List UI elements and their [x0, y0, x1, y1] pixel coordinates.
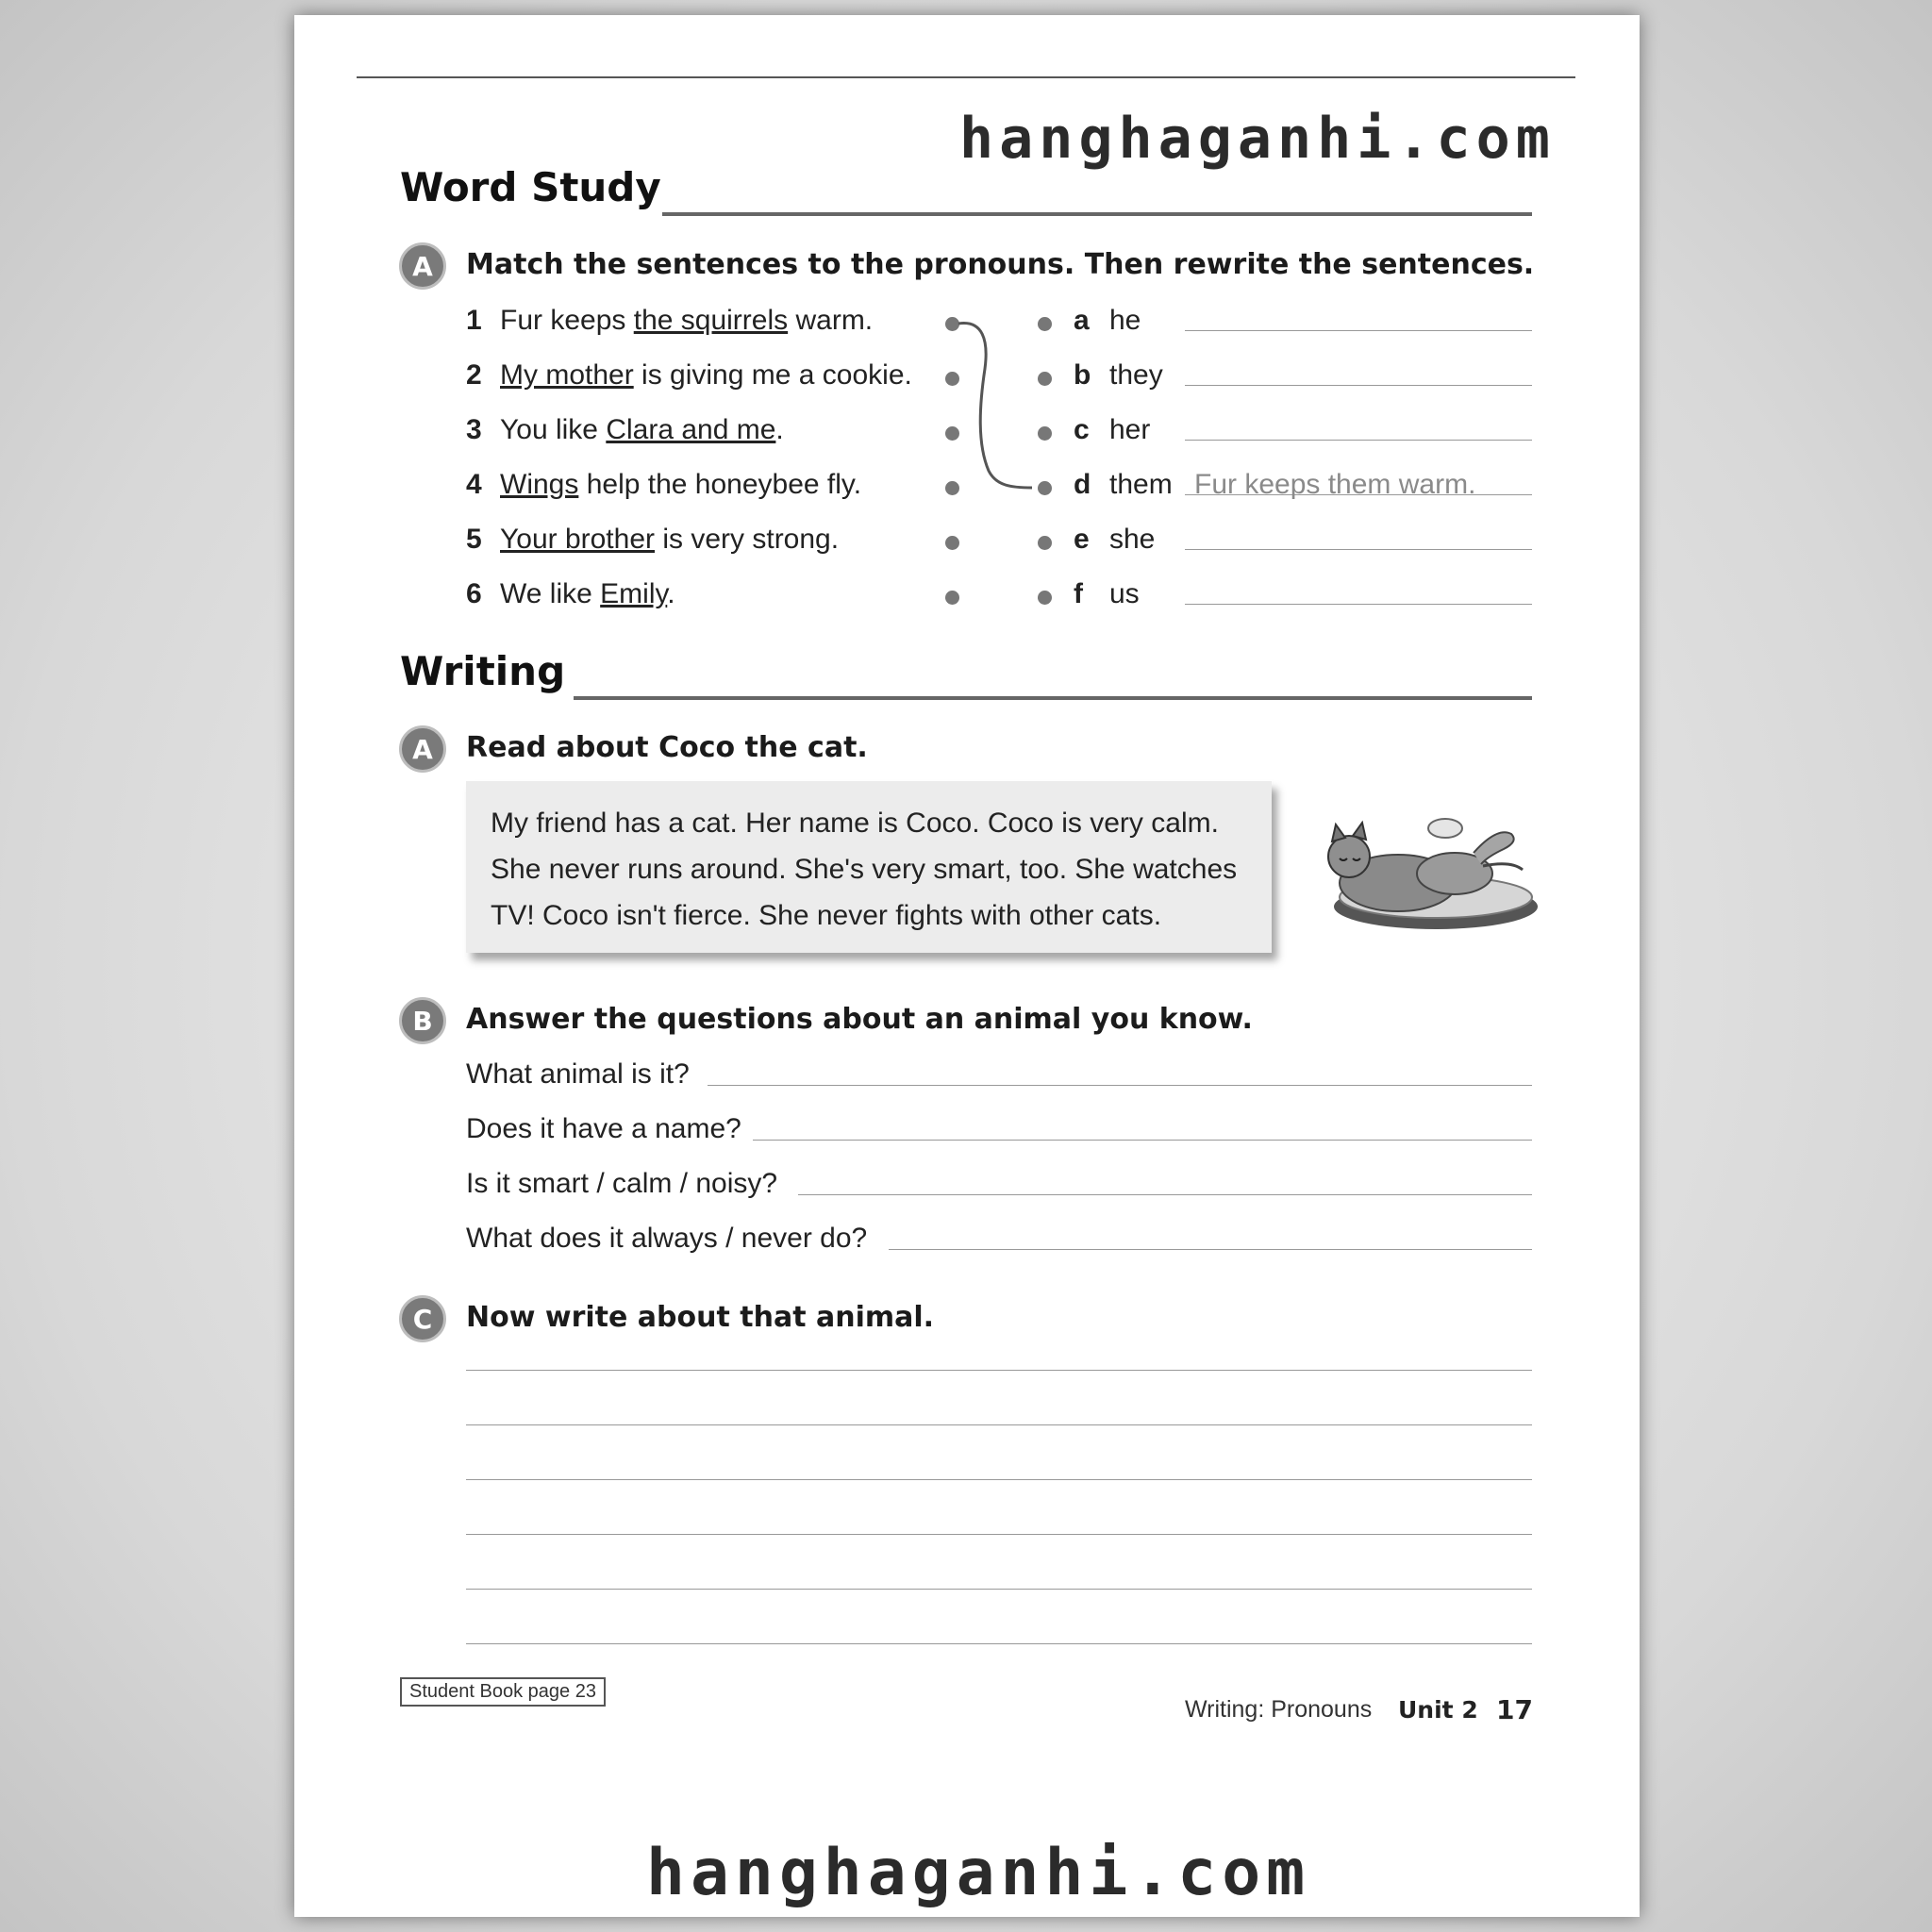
writing-b-instruction: Answer the questions about an animal you know. — [466, 1003, 1253, 1036]
underlined-noun: Clara and me — [606, 414, 776, 445]
sentence-text: . — [775, 414, 784, 445]
pronoun-word: us — [1109, 578, 1140, 609]
answer-line-q1[interactable] — [708, 1085, 1532, 1086]
pronoun-letter: a — [1074, 305, 1090, 336]
sentence-number: 1 — [466, 305, 482, 336]
match-dot-right-f[interactable] — [1038, 591, 1052, 605]
answer-line-q2[interactable] — [753, 1140, 1532, 1141]
pronoun-letter: b — [1074, 359, 1091, 391]
writing-line-5[interactable] — [466, 1589, 1532, 1590]
pronoun-letter: f — [1074, 578, 1083, 609]
writing-line-2[interactable] — [466, 1424, 1532, 1425]
underlined-noun: Wings — [500, 469, 579, 500]
answer-line-e[interactable] — [1185, 549, 1532, 550]
writing-c-instruction: Now write about that animal. — [466, 1301, 935, 1334]
sentence-number: 6 — [466, 578, 482, 609]
word-study-instruction: Match the sentences to the pronouns. Then rewrite the sentences. — [466, 248, 1535, 281]
pronoun-letter: d — [1074, 469, 1091, 500]
sentence-number: 2 — [466, 359, 482, 391]
question-2: Does it have a name? — [466, 1113, 741, 1144]
pronoun-word: them — [1109, 469, 1173, 500]
writing-rule — [574, 696, 1532, 700]
sentence-4 — [466, 469, 861, 501]
sentence-number: 5 — [466, 524, 482, 555]
answer-line-a[interactable] — [1185, 330, 1532, 331]
sentence-3 — [466, 414, 784, 446]
top-rule — [357, 76, 1575, 78]
sentence-text: . — [667, 578, 675, 609]
match-dot-right-c[interactable] — [1038, 426, 1052, 441]
underlined-noun: the squirrels — [633, 305, 789, 336]
sentence-text: We like — [500, 578, 601, 609]
question-3: Is it smart / calm / noisy? — [466, 1168, 778, 1199]
watermark-top: hanghaganhi.com — [959, 106, 1556, 172]
underlined-noun: Your brother — [500, 524, 656, 555]
writing-line-1[interactable] — [466, 1370, 1532, 1371]
pronoun-word: he — [1109, 305, 1141, 336]
match-dot-right-b[interactable] — [1038, 372, 1052, 386]
answer-line-b[interactable] — [1185, 385, 1532, 386]
sentence-text: is very strong. — [655, 524, 840, 555]
writing-line-3[interactable] — [466, 1479, 1532, 1480]
example-answer: Fur keeps them warm. — [1194, 469, 1476, 500]
footer-unit: Unit 2 — [1398, 1696, 1478, 1724]
answer-line-f[interactable] — [1185, 604, 1532, 605]
sentence-6 — [466, 578, 675, 610]
match-dot-left-6[interactable] — [945, 591, 959, 605]
footer-topic: Writing: Pronouns — [1185, 1696, 1373, 1723]
word-study-badge-a: A — [399, 242, 446, 290]
answer-line-c[interactable] — [1185, 440, 1532, 441]
sentence-text: help the honeybee fly. — [578, 469, 862, 500]
student-book-reference: Student Book page 23 — [400, 1677, 606, 1707]
passage-line: My friend has a cat. Her name is Coco. Coco is very calm. — [491, 808, 1219, 839]
sentence-text: Fur keeps — [500, 305, 634, 336]
pronoun-letter: c — [1074, 414, 1090, 445]
match-line-example — [945, 312, 1049, 501]
match-dot-left-5[interactable] — [945, 536, 959, 550]
writing-badge-b: B — [399, 997, 446, 1044]
writing-line-6[interactable] — [466, 1643, 1532, 1644]
page-number: 17 — [1496, 1694, 1533, 1725]
answer-line-q4[interactable] — [889, 1249, 1532, 1250]
passage-line: TV! Coco isn't fierce. She never fights with other cats. — [491, 900, 1162, 931]
underlined-noun: My mother — [500, 359, 634, 391]
sentence-1 — [466, 305, 873, 337]
writing-a-instruction: Read about Coco the cat. — [466, 731, 868, 764]
question-1: What animal is it? — [466, 1058, 690, 1090]
writing-title: Writing — [400, 648, 566, 694]
pronoun-letter: e — [1074, 524, 1090, 555]
writing-line-4[interactable] — [466, 1534, 1532, 1535]
pronoun-word: she — [1109, 524, 1156, 555]
sentence-number: 3 — [466, 414, 482, 445]
sentence-text: You like — [500, 414, 607, 445]
pronoun-word: her — [1109, 414, 1151, 445]
question-4: What does it always / never do? — [466, 1223, 868, 1254]
pronoun-word: they — [1109, 359, 1163, 391]
word-study-title: Word Study — [400, 164, 661, 210]
writing-badge-c: C — [399, 1295, 446, 1342]
watermark-bottom: hanghaganhi.com — [646, 1836, 1311, 1910]
sleeping-cat-illustration — [1294, 808, 1540, 940]
match-dot-right-e[interactable] — [1038, 536, 1052, 550]
sentence-number: 4 — [466, 469, 482, 500]
writing-badge-a: A — [399, 725, 446, 773]
sentence-text: warm. — [788, 305, 874, 336]
sentence-text: is giving me a cookie. — [633, 359, 912, 391]
word-study-rule — [662, 212, 1532, 216]
match-dot-right-d[interactable] — [1038, 481, 1052, 495]
answer-line-q3[interactable] — [798, 1194, 1532, 1195]
reading-passage — [466, 781, 1272, 953]
workbook-page — [294, 15, 1640, 1917]
sentence-5 — [466, 524, 839, 556]
underlined-noun: Emily — [600, 578, 668, 609]
match-dot-right-a[interactable] — [1038, 317, 1052, 331]
sentence-2 — [466, 359, 912, 391]
passage-line: She never runs around. She's very smart, too. She watches — [491, 854, 1238, 885]
